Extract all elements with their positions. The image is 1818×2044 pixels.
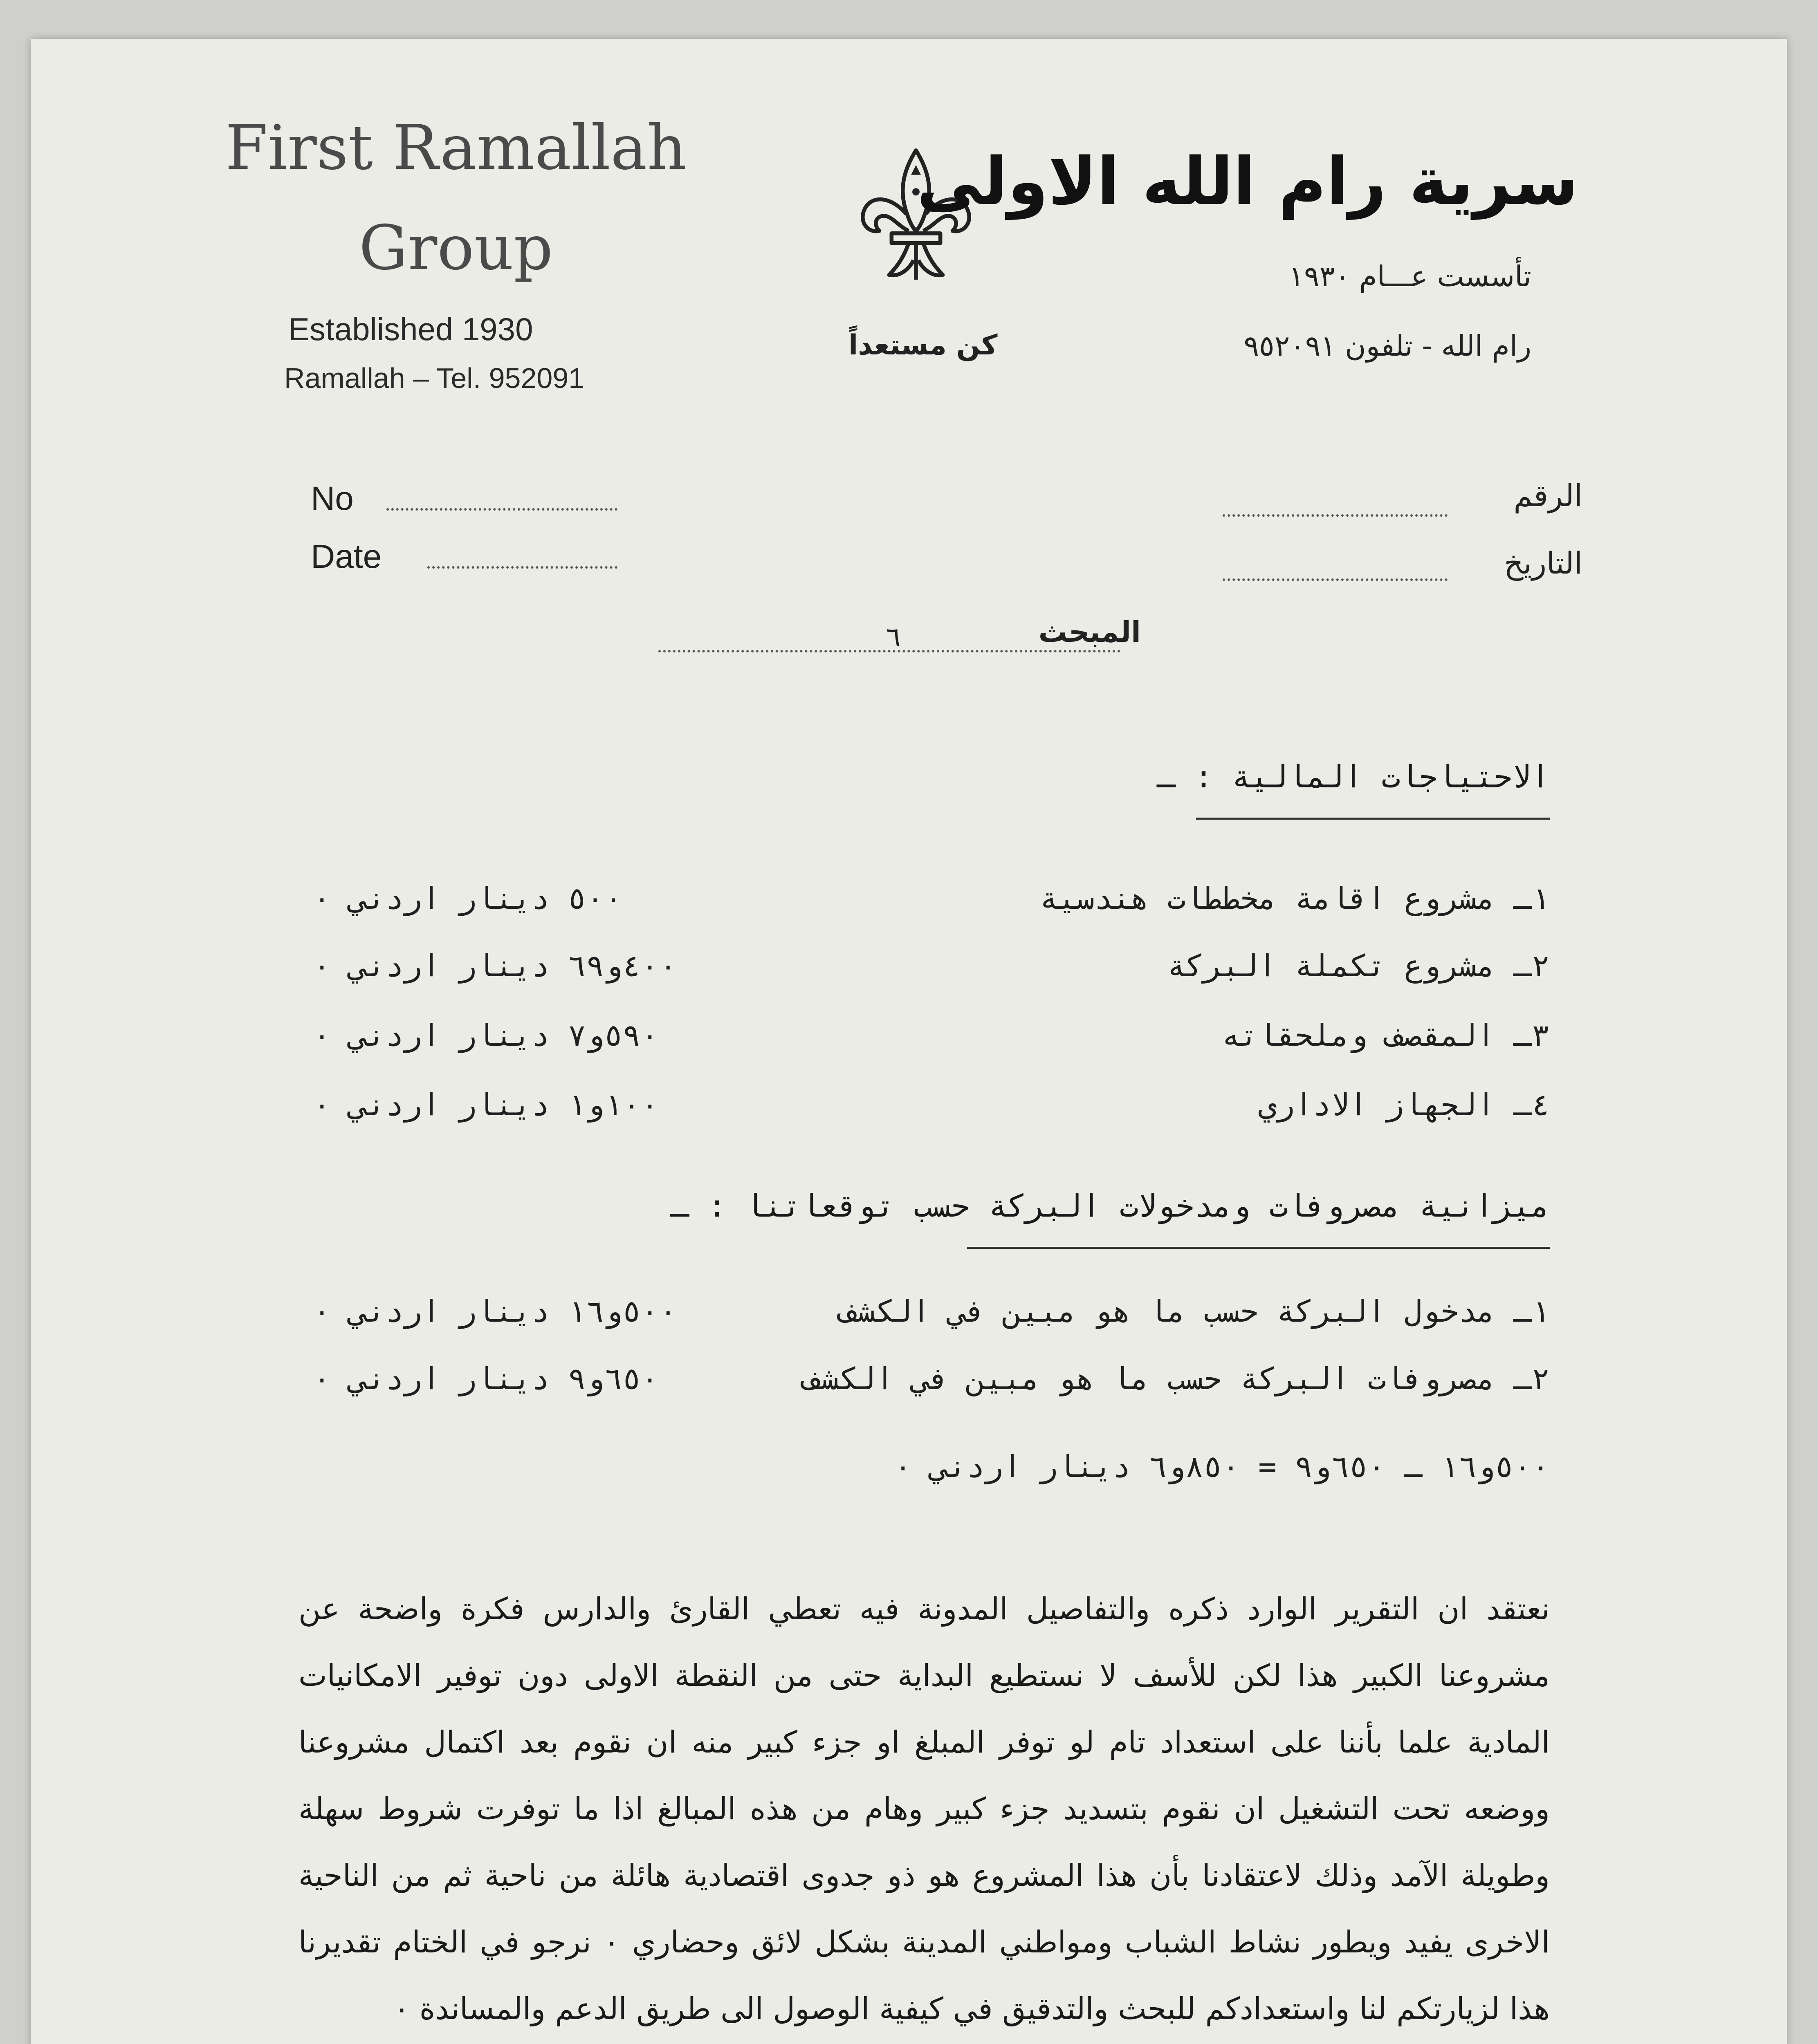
english-established: Established 1930 <box>288 311 533 347</box>
section1-item-amount: ١٠٠و١ دينار اردني ٠ <box>313 1087 659 1123</box>
scout-motto: كن مستعداً <box>848 329 998 361</box>
english-group-name-line1: First Ramallah <box>225 112 687 184</box>
section1-item-amount: ٥٩٠و٧ دينار اردني ٠ <box>313 1018 659 1053</box>
section2-heading: ميزانية مصروفات ومدخولات البركة حسب توقعاتنا : ـ <box>670 1188 1550 1224</box>
section2-item-amount: ٦٥٠و٩ دينار اردني ٠ <box>313 1361 659 1396</box>
section1-item-label: ٢ـ مشروع تكملة البركة <box>1167 948 1550 984</box>
no-field-line <box>386 508 617 511</box>
section1-item-label: ١ـ مشروع اقامة مخططات هندسية <box>1039 881 1550 916</box>
section1-item-label: ٣ـ المقصف وملحقاته <box>1222 1018 1550 1053</box>
section1-heading-underline <box>1196 818 1550 820</box>
arabic-date-label: التاريخ <box>1504 546 1582 581</box>
english-address: Ramallah – Tel. 952091 <box>284 362 585 394</box>
arabic-number-label: الرقم <box>1513 478 1582 513</box>
balance-equation: ٥٠٠و١٦ ـ ٦٥٠و٩ = ٨٥٠و٦ دينار اردني ٠ <box>894 1449 1550 1484</box>
letterhead-page <box>31 39 1787 2044</box>
section1-heading: الاحتياجات المالية : ـ <box>1157 758 1550 795</box>
section2-item-amount: ٥٠٠و١٦ دينار اردني ٠ <box>313 1294 678 1329</box>
english-group-name-line2: Group <box>359 213 553 284</box>
subject-value: ٦ <box>885 621 902 653</box>
arabic-address: رام الله - تلفون ٩٥٢٠٩١ <box>1243 329 1531 363</box>
date-field-line <box>427 566 617 569</box>
letter-body-paragraph: نعتقد ان التقرير الوارد ذكره والتفاصيل المدونة فيه تعطي القارئ والدارس فكرة واضحة عن مشروعنا الكبير هذا لكن للأسف لا نستطيع البداية حتى من النقطة الاولى دون توفير الامكانيات المادية علما بأننا على استعداد تام لو توفر المبلغ او جزء كبير منه ان نقوم بعد اكتمال مشروعنا ووضعه تحت التشغيل ان نقوم بتسديد جزء كبير وهام من هذه المبالغ اذا ما توفرت شروط سهلة وطويلة الآمد وذلك لاعتقادنا بأن هذا المشروع هو ذو جدوى اقتصادية هائلة من ناحية ثم من الناحية الاخرى يفيد ويطور نشاط الشباب ومواطني المدينة بشكل لائق وحضاري ٠ نرجو في الختام تقديرنا هذا لزيارتكم لنا واستعدادكم للبحث والتدقيق في كيفية الوصول الى طريق الدعم والمساندة ٠ <box>299 1591 1550 2026</box>
subject-label: المبحث <box>1038 615 1141 649</box>
arabic-group-name: سرية رام الله الاولى <box>917 143 1578 220</box>
section1-item-amount: ٥٠٠ دينار اردني ٠ <box>313 881 623 916</box>
section2-item-label: ١ـ مدخول البركة حسب ما هو مبين في الكشف <box>839 1294 1550 1329</box>
no-label: No <box>311 480 354 517</box>
arabic-established: تأسست عـــام ١٩٣٠ <box>1288 260 1531 293</box>
arabic-date-line <box>1223 578 1448 581</box>
arabic-number-line <box>1223 514 1448 517</box>
section1-item-amount: ٤٠٠و٦٩ دينار اردني ٠ <box>313 948 678 984</box>
section2-item-label: ٢ـ مصروفات البركة حسب ما هو مبين في الكشف <box>803 1361 1550 1396</box>
date-label: Date <box>311 538 382 575</box>
section2-heading-underline <box>967 1247 1550 1249</box>
section1-item-label: ٤ـ الجهاز الاداري <box>1258 1087 1550 1123</box>
